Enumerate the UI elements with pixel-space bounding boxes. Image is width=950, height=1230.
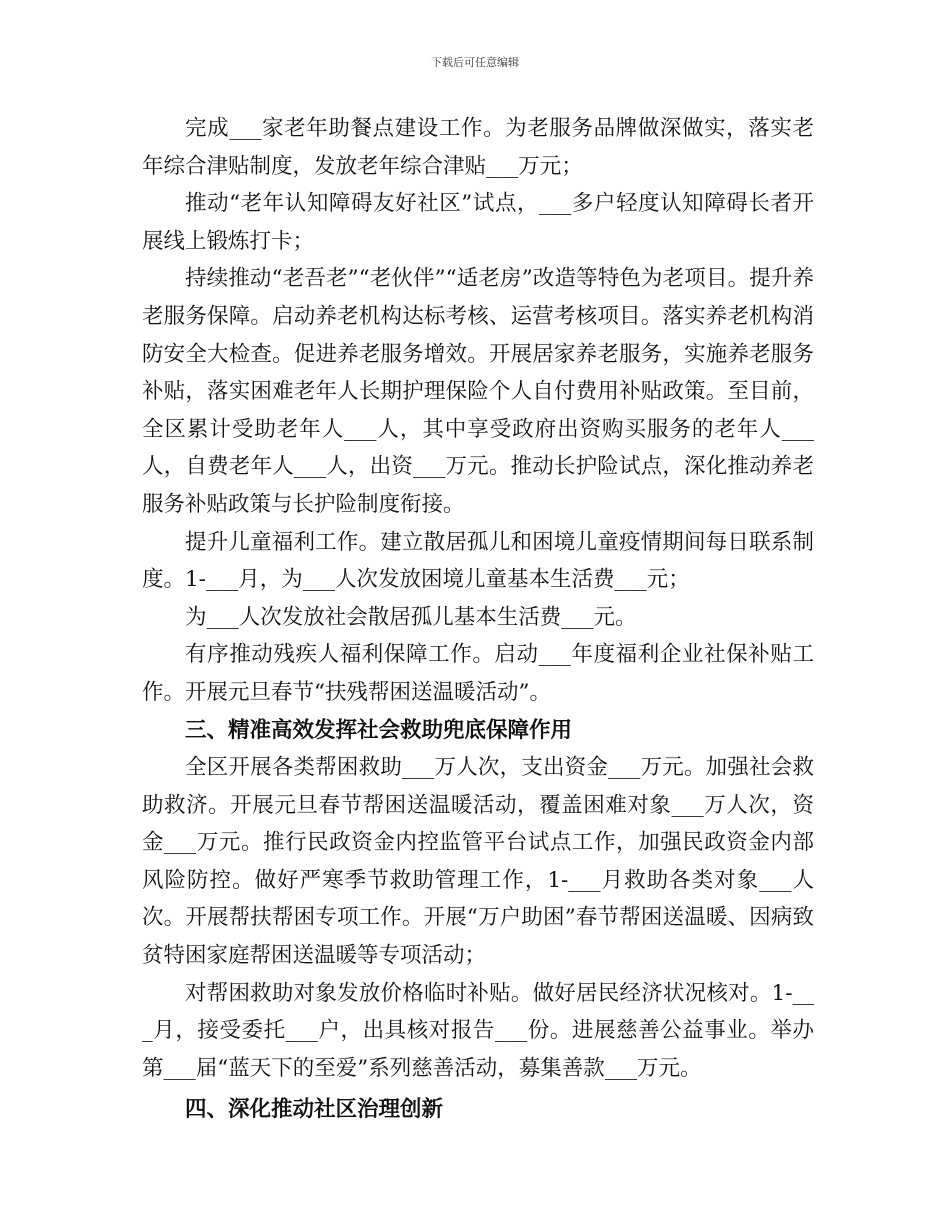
page-header: 下载后可任意编辑: [431, 56, 519, 69]
paragraph-elderly-meal: 完成___家老年助餐点建设工作。为老服务品牌做深做实，落实老年综合津贴制度，发放老年综合津贴___万元；: [142, 116, 814, 179]
section-heading-3: 三、精准高效发挥社会救助兜底保障作用: [185, 717, 573, 743]
document-body: [142, 110, 814, 1129]
section-heading-4: 四、深化推动社区治理创新: [185, 1097, 444, 1123]
paragraph-social-assistance: 全区开展各类帮困救助___万人次，支出资金___万元。加强社会救助救济。开展元旦春节帮困送温暖活动，覆盖困难对象___万人次，资金___万元。推行民政资金内控监管平台试点工作，加强民政资金内部风险防控。做好严寒季节救助管理工作，1-___月救助各类对象___人次。开展帮扶帮困专项工作。开展“万户助困”春节帮困送温暖、因病致贫特困家庭帮困送温暖等专项活动；: [142, 755, 814, 969]
paragraph-cognitive-community: 推动“老年认知障碍友好社区”试点，___多户轻度认知障碍长者开展线上锻炼打卡；: [142, 191, 814, 254]
paragraph-orphan-allowance: 为___人次发放社会散居孤儿基本生活费___元。: [185, 604, 637, 630]
paragraph-elderly-service: 持续推动“老吾老”“老伙伴”“适老房”改造等特色为老项目。提升养老服务保障。启动养老机构达标考核、运营考核项目。落实养老机构消防安全大检查。促进养老服务增效。开展居家养老服务，实施养老服务补贴，落实困难老年人长期护理保险个人自付费用补贴政策。至目前，全区累计受助老年人___人，其中享受政府出资购买服务的老年人___人，自费老年人___人，出资___万元。推动长护险试点，深化推动养老服务补贴政策与长护险制度衔接。: [142, 266, 814, 517]
paragraph-child-welfare: 提升儿童福利工作。建立散居孤儿和困境儿童疫情期间每日联系制度。1-___月，为___人次发放困境儿童基本生活费___元；: [142, 529, 814, 593]
paragraph-disabled-welfare: 有序推动残疾人福利保障工作。启动___年度福利企业社保补贴工作。开展元旦春节“扶残帮困送温暖活动”。: [142, 642, 814, 705]
paragraph-price-subsidy: 对帮困救助对象发放价格临时补贴。做好居民经济状况核对。1-___月，接受委托___户，出具核对报告___份。进展慈善公益事业。举办第___届“蓝天下的至爱”系列慈善活动，募集善款___万元。: [142, 980, 814, 1081]
